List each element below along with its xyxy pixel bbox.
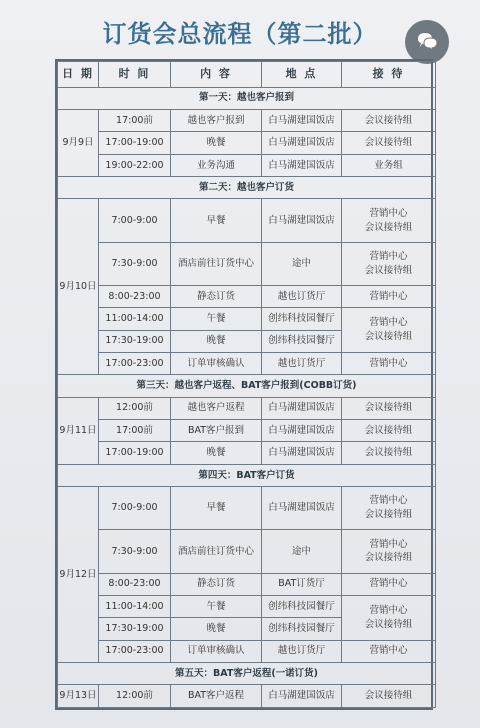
content-cell: 越也客户报到 [171,110,262,132]
place-cell: BAT订货厅 [262,573,342,595]
place-cell: 创纬科技园餐厅 [262,595,342,617]
table-row [58,487,436,530]
day-band [58,375,436,397]
host-cell: 营销中心 [342,573,436,595]
host-cell: 营销中心 会议接待组 [342,530,436,573]
day-band-label: 第五天：BAT客户返程(一诺订货) [58,663,436,685]
date-cell: 9月10日 [58,199,99,375]
time-cell: 11:00-14:00 [99,595,171,617]
column-header: 内 容 [171,62,262,88]
table-row [58,199,436,242]
table-row [58,110,436,132]
page-title: 订货会总流程（第二批） [102,20,378,48]
day-band [58,177,436,199]
content-cell: 订单审核确认 [171,352,262,374]
table-row [58,530,436,573]
time-cell: 7:30-9:00 [99,530,171,573]
time-cell: 19:00-22:00 [99,154,171,176]
host-cell: 营销中心 会议接待组 [342,242,436,285]
host-cell: 营销中心 [342,285,436,307]
time-cell: 7:00-9:00 [99,199,171,242]
place-cell: 白马湖建国饭店 [262,199,342,242]
time-cell: 12:00前 [99,397,171,419]
schedule-table [55,59,433,710]
content-cell: 晚餐 [171,132,262,154]
host-cell: 营销中心 会议接待组 [342,595,436,640]
column-header: 接 待 [342,62,436,88]
day-band [58,464,436,486]
time-cell: 8:00-23:00 [99,285,171,307]
table-row [58,352,436,374]
table-row [58,242,436,285]
place-cell: 白马湖建国饭店 [262,132,342,154]
table-row [58,308,436,330]
column-header: 日 期 [58,62,99,88]
host-cell: 营销中心 [342,352,436,374]
table-row [58,420,436,442]
table-row [58,573,436,595]
time-cell: 17:00-19:00 [99,442,171,464]
time-cell: 7:30-9:00 [99,242,171,285]
wechat-icon[interactable] [405,20,449,64]
place-cell: 创纬科技园餐厅 [262,330,342,352]
table-row [58,285,436,307]
date-cell: 9月13日 [58,685,99,708]
content-cell: 午餐 [171,595,262,617]
host-cell: 业务组 [342,154,436,176]
table-row [58,595,436,617]
table-row [58,442,436,464]
time-cell: 17:00-19:00 [99,132,171,154]
column-header: 时 间 [99,62,171,88]
content-cell: 晚餐 [171,442,262,464]
date-cell: 9月9日 [58,110,99,177]
place-cell: 途中 [262,242,342,285]
place-cell: 白马湖建国饭店 [262,685,342,708]
host-cell: 会议接待组 [342,420,436,442]
place-cell: 越也订货厅 [262,285,342,307]
content-cell: 午餐 [171,308,262,330]
host-cell: 营销中心 [342,640,436,662]
time-cell: 8:00-23:00 [99,573,171,595]
time-cell: 17:00前 [99,110,171,132]
day-band-label: 第二天：越也客户订货 [58,177,436,199]
place-cell: 创纬科技园餐厅 [262,308,342,330]
host-cell: 会议接待组 [342,685,436,708]
table-row [58,132,436,154]
content-cell: 静态订货 [171,573,262,595]
column-header: 地 点 [262,62,342,88]
place-cell: 越也订货厅 [262,640,342,662]
place-cell: 白马湖建国饭店 [262,110,342,132]
day-band-label: 第一天：越也客户报到 [58,87,436,109]
wechat-glyph [412,27,442,57]
day-band [58,663,436,685]
place-cell: 白马湖建国饭店 [262,442,342,464]
content-cell: 业务沟通 [171,154,262,176]
content-cell: 酒店前往订货中心 [171,530,262,573]
date-cell: 9月12日 [58,487,99,663]
time-cell: 11:00-14:00 [99,308,171,330]
host-cell: 会议接待组 [342,397,436,419]
host-cell: 会议接待组 [342,110,436,132]
day-band-label: 第四天：BAT客户订货 [58,464,436,486]
time-cell: 12:00前 [99,685,171,708]
content-cell: 早餐 [171,199,262,242]
place-cell: 创纬科技园餐厅 [262,618,342,640]
content-cell: 酒店前往订货中心 [171,242,262,285]
content-cell: BAT客户报到 [171,420,262,442]
content-cell: 订单审核确认 [171,640,262,662]
host-cell: 营销中心 会议接待组 [342,487,436,530]
content-cell: 晚餐 [171,618,262,640]
content-cell: 早餐 [171,487,262,530]
host-cell: 会议接待组 [342,132,436,154]
time-cell: 17:00-23:00 [99,640,171,662]
host-cell: 会议接待组 [342,442,436,464]
host-cell: 营销中心 会议接待组 [342,199,436,242]
time-cell: 17:30-19:00 [99,618,171,640]
time-cell: 17:30-19:00 [99,330,171,352]
schedule-grid [57,61,436,708]
place-cell: 越也订货厅 [262,352,342,374]
content-cell: 晚餐 [171,330,262,352]
header-row [58,62,436,88]
host-cell: 营销中心 会议接待组 [342,308,436,353]
place-cell: 白马湖建国饭店 [262,487,342,530]
date-cell: 9月11日 [58,397,99,464]
day-band [58,87,436,109]
content-cell: BAT客户返程 [171,685,262,708]
content-cell: 静态订货 [171,285,262,307]
day-band-label: 第三天：越也客户返程、BAT客户报到(COBB订货) [58,375,436,397]
place-cell: 白马湖建国饭店 [262,397,342,419]
time-cell: 7:00-9:00 [99,487,171,530]
content-cell: 越也客户返程 [171,397,262,419]
time-cell: 17:00-23:00 [99,352,171,374]
time-cell: 17:00前 [99,420,171,442]
table-row [58,397,436,419]
table-row [58,685,436,708]
place-cell: 白马湖建国饭店 [262,420,342,442]
table-row [58,640,436,662]
place-cell: 途中 [262,530,342,573]
table-row [58,154,436,176]
place-cell: 白马湖建国饭店 [262,154,342,176]
